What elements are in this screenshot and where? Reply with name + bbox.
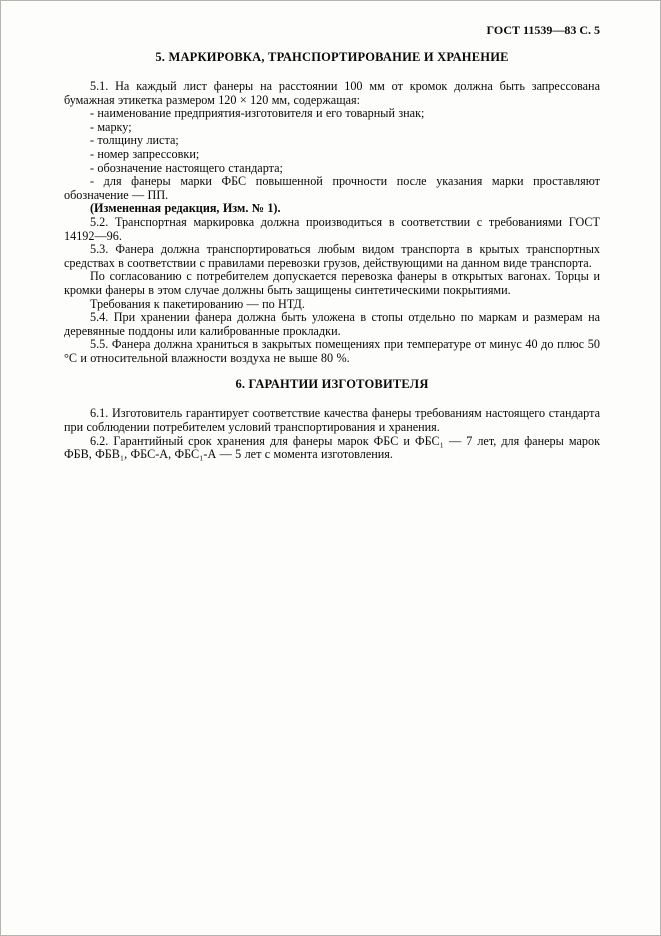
list-item-mark: - марку;	[90, 119, 132, 134]
paragraph-5-4: 5.4. При хранении фанера должна быть уложена в стопы отдельно по маркам и размерам на деревянные поддоны или калиброванные прокладки.	[64, 310, 600, 338]
amendment-note: (Измененная редакция, Изм. № 1).	[90, 201, 281, 216]
paragraph-5-1: 5.1. На каждый лист фанеры на расстоянии 100 мм от кромок должна быть запрессована бумажная этикетка размером 120 × 120 мм, содержащая:	[64, 79, 600, 107]
paragraph-6-2: 6.2. Гарантийный срок хранения для фанеры марок ФБС и ФБС₁ — 7 лет, для фанеры марок ФБВ, ФБВ₁, ФБС-А, ФБС₁-А — 5 лет с момента изготовления.	[64, 433, 600, 462]
paragraph-5-5: 5.5. Фанера должна храниться в закрытых помещениях при температуре от минус 40 до плюс 50 °С и относительной влажности воздуха не выше 80 %.	[64, 337, 600, 365]
paragraph-5-3-open-wagons: По согласованию с потребителем допускается перевозка фанеры в открытых вагонах. Торцы и кромки фанеры в этом случае должны быть защищены синтетическими покрытиями.	[64, 269, 600, 297]
section-6-heading: 6. ГАРАНТИИ ИЗГОТОВИТЕЛЯ	[235, 377, 429, 392]
paragraph-6-1: 6.1. Изготовитель гарантирует соответствие качества фанеры требованиям настоящего стандарта при соблюдении потребителем условий транспортирования и хранения.	[64, 406, 600, 435]
document-page	[1, 1, 660, 462]
list-item-sheet-thickness: - толщину листа;	[90, 133, 179, 148]
page-header	[64, 23, 600, 37]
paragraph-5-3: 5.3. Фанера должна транспортироваться любым видом транспорта в крытых транспортных средствах в соответствии с правилами перевозки грузов, действующими на данном виде транспорта.	[64, 242, 600, 270]
list-item-manufacturer-name: - наименование предприятия-изготовителя и его товарный знак;	[90, 106, 425, 121]
document-reference: ГОСТ 11539—83 С. 5	[486, 23, 600, 37]
paragraph-5-2: 5.2. Транспортная маркировка должна производиться в соответствии с требованиями ГОСТ 14192—96.	[64, 214, 600, 243]
list-item-fbs-designation: - для фанеры марки ФБС повышенной прочности после указания марки проставляют обозначение — ПП.	[64, 174, 600, 202]
paragraph-packaging-requirements: Требования к пакетированию — по НТД.	[90, 296, 305, 311]
list-item-press-number: - номер запрессовки;	[90, 146, 200, 161]
list-item-standard-designation: - обозначение настоящего стандарта;	[90, 160, 283, 175]
section-5-heading: 5. МАРКИРОВКА, ТРАНСПОРТИРОВАНИЕ И ХРАНЕНИЕ	[155, 50, 509, 64]
